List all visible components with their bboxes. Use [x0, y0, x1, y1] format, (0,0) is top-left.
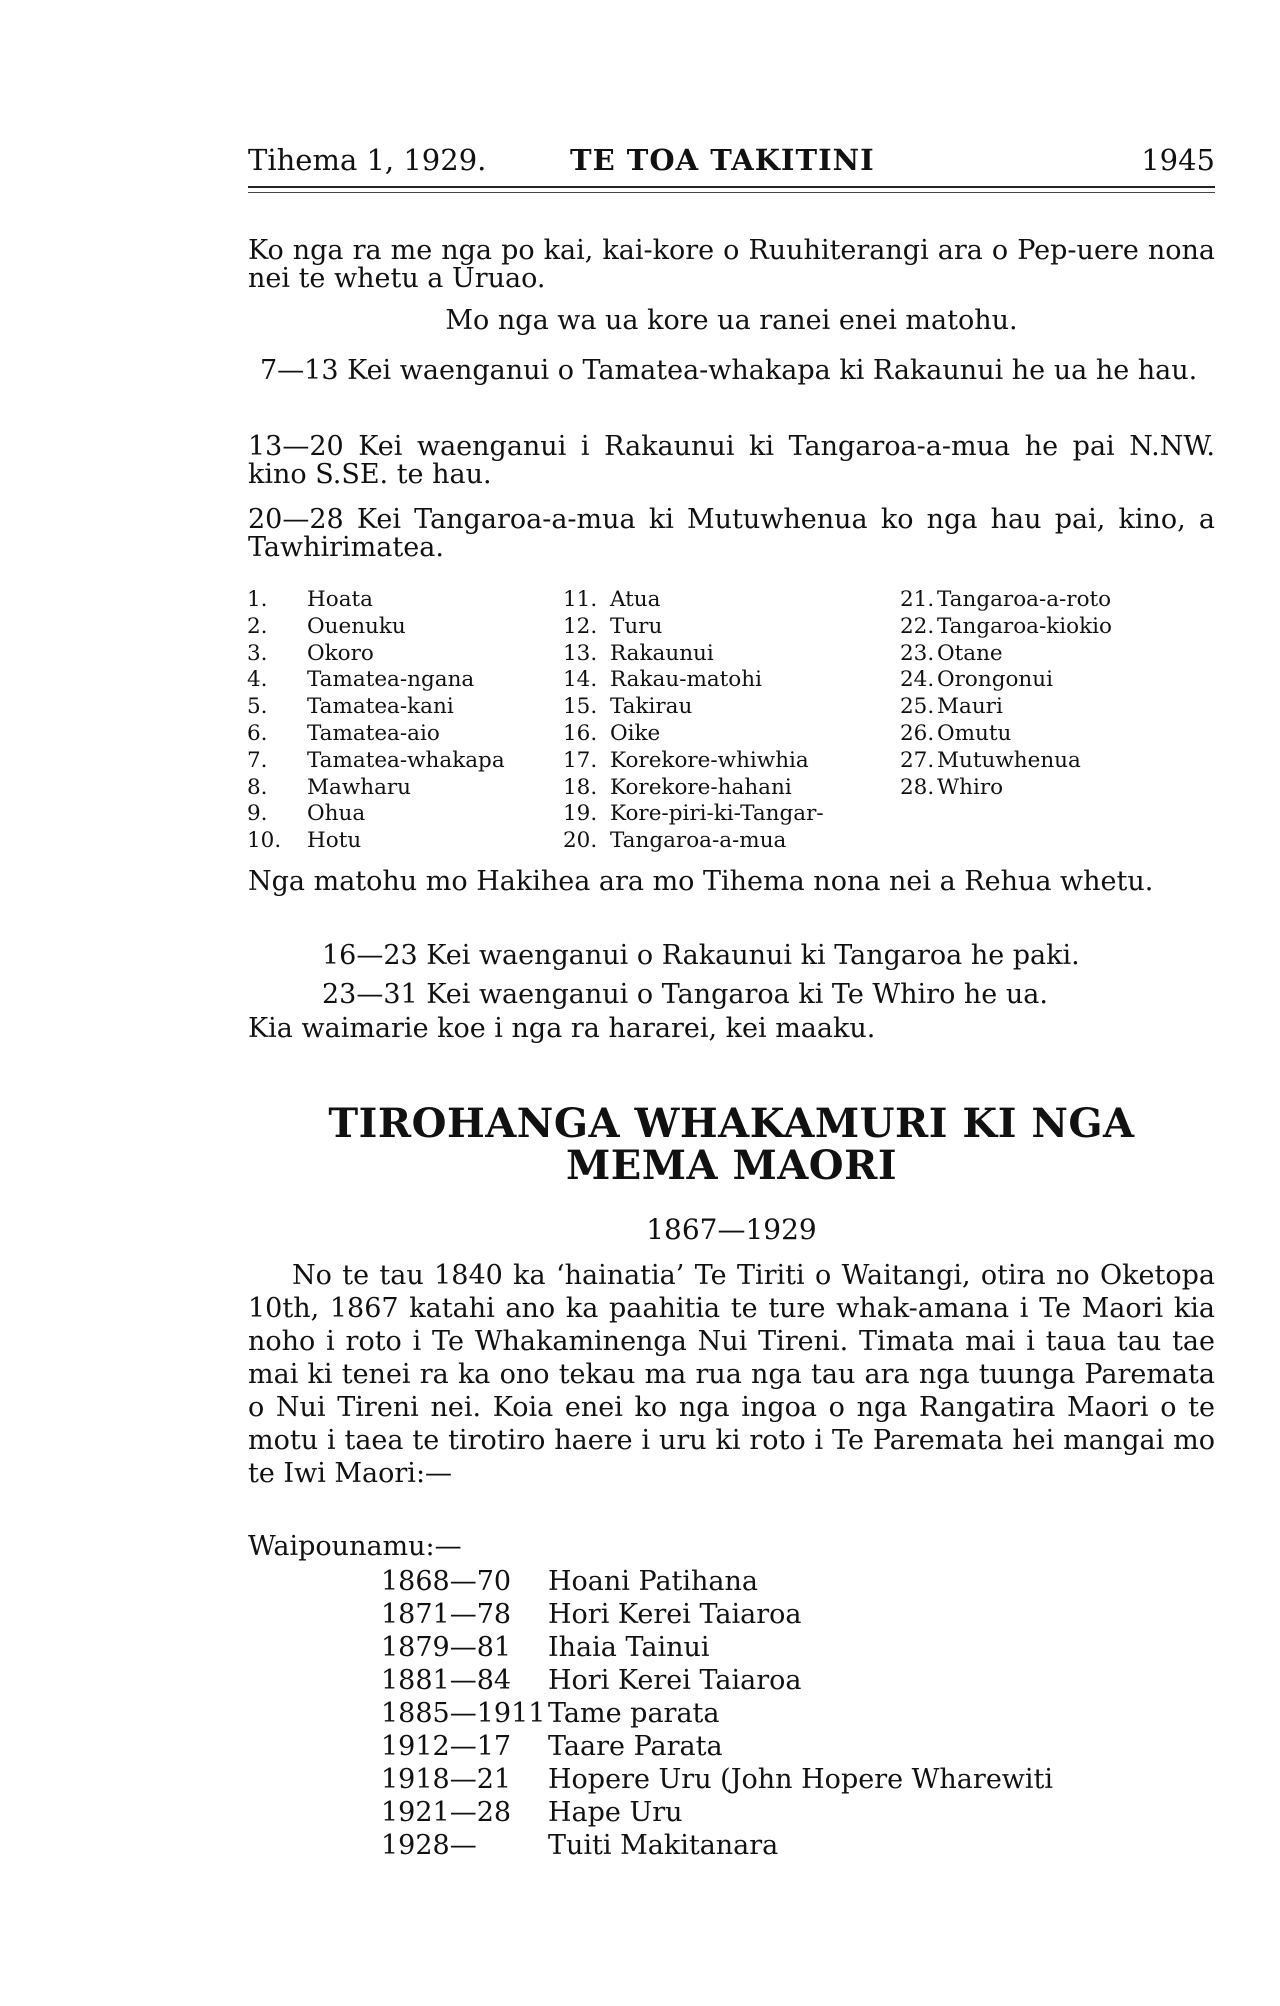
night-name: Tamatea-whakapa: [307, 747, 505, 773]
members-list: [381, 1566, 1215, 1863]
night-number: 28.: [900, 774, 935, 800]
night-number: 20.: [563, 828, 598, 854]
member-name: Hape Uru: [548, 1797, 683, 1828]
forecast-20-28: 20—28 Kei Tangaroa-a-mua ki Mutuwhenua ko nga hau pai, kino, a Tawhirimatea.: [248, 504, 1215, 563]
signs-23-31: 23—31 Kei waenganui o Tangaroa ki Te Whiro he ua.: [322, 979, 1048, 1010]
night-number: 18.: [563, 774, 598, 800]
member-name: Hoani Patihana: [548, 1566, 759, 1597]
night-name: Mauri: [937, 694, 1003, 720]
night-name: Okoro: [307, 640, 374, 666]
article-title: TIROHANGA WHAKAMURI KI NGA MEMA MAORI: [328, 1100, 1135, 1189]
night-number: 6.: [247, 720, 268, 746]
night-number: 21.: [900, 587, 935, 612]
night-number: 13.: [563, 640, 598, 666]
forecast-7-13: 7—13 Kei waenganui o Tamatea-whakapa ki Rakaunui he ua he hau.: [260, 355, 1198, 386]
night-name: Tamatea-aio: [307, 720, 440, 746]
night-name: Mutuwhenua: [937, 747, 1081, 773]
header-title: TE TOA TAKITINI: [570, 143, 875, 177]
night-name: Ohua: [307, 801, 366, 827]
night-number: 1.: [247, 587, 268, 612]
intro-paragraph: Ko nga ra me nga po kai, kai-kore o Ruuhiterangi ara o Pep-uere nona nei te whetu a Uruao.: [248, 235, 1215, 294]
night-number: 23.: [900, 640, 935, 666]
header-rule-thin: [248, 192, 1215, 193]
night-number: 14.: [563, 667, 598, 693]
member-list-item: [381, 1599, 1215, 1632]
member-years: 1871—78: [381, 1599, 512, 1630]
member-list-item: [381, 1632, 1215, 1665]
member-list-item: [381, 1764, 1215, 1797]
night-number: 11.: [563, 587, 598, 612]
header-date: Tihema 1, 1929.: [248, 143, 487, 177]
night-name: Orongonui: [937, 667, 1053, 693]
header-rule: [248, 186, 1215, 188]
member-name: Hori Kerei Taiaroa: [548, 1665, 802, 1696]
night-number: 17.: [563, 747, 598, 773]
member-years: 1921—28: [381, 1797, 512, 1828]
article-years: 1867—1929: [646, 1213, 817, 1246]
member-name: Hopere Uru (John Hopere Wharewiti: [548, 1764, 1054, 1795]
member-list-item: [381, 1731, 1215, 1764]
night-name: Omutu: [937, 720, 1012, 746]
member-years: 1879—81: [381, 1632, 512, 1663]
night-name: Rakau-matohi: [610, 667, 762, 693]
night-name: Whiro: [937, 774, 1004, 800]
night-number: 16.: [563, 720, 598, 746]
night-name: Korekore-hahani: [610, 774, 792, 800]
member-list-item: [381, 1797, 1215, 1830]
forecast-13-20: 13—20 Kei waenganui i Rakaunui ki Tangaroa-a-mua he pai N.NW. kino S.SE. te hau.: [248, 431, 1215, 490]
night-name: Otane: [937, 640, 1003, 666]
member-years: 1918—21: [381, 1764, 512, 1795]
member-name: Hori Kerei Taiaroa: [548, 1599, 802, 1630]
signs-closing: Kia waimarie koe i nga ra hararei, kei maaku.: [248, 1013, 876, 1044]
night-number: 24.: [900, 667, 935, 693]
intro-subheading: Mo nga wa ua kore ua ranei enei matohu.: [445, 305, 1018, 336]
night-name: Kore-piri-ki-Tangar-: [610, 801, 824, 827]
night-name: Tangaroa-a-roto: [937, 587, 1112, 612]
night-number: 12.: [563, 613, 598, 639]
night-name: Oike: [610, 720, 661, 746]
night-name: Tamatea-ngana: [307, 667, 475, 693]
signs-16-23: 16—23 Kei waenganui o Rakaunui ki Tangaroa he paki.: [322, 940, 1080, 971]
night-number: 7.: [247, 747, 268, 773]
night-name: Tangaroa-a-mua: [610, 828, 787, 854]
article-body: No te tau 1840 ka ‘hainatia’ Te Tiriti o Waitangi, otira no Oketopa 10th, 1867 katahi ano ka paahitia te ture whak-amana i Te Maori kia noho i roto i Te Whakaminenga Nui Tireni. Timata mai i taua tau tae mai ki tenei ra ka ono tekau ma rua nga tau ara nga tuunga Paremata o Nui Tireni nei. Koia enei ko nga ingoa o nga Rangatira Maori o te motu i taea te tirotiro haere i uru ki roto i Te Paremata hei mangai mo te Iwi Maori:—: [248, 1260, 1215, 1489]
night-name: Mawharu: [307, 774, 412, 800]
member-years: 1912—17: [381, 1731, 512, 1762]
member-years: 1928—: [381, 1830, 477, 1861]
night-name: Ouenuku: [307, 613, 406, 639]
member-list-item: [381, 1830, 1215, 1863]
night-number: 22.: [900, 613, 935, 639]
night-name: Turu: [610, 613, 663, 639]
member-list-item: [381, 1566, 1215, 1599]
member-name: Tame parata: [548, 1698, 720, 1729]
night-number: 26.: [900, 720, 935, 746]
night-name: Korekore-whiwhia: [610, 747, 809, 773]
night-name: Atua: [610, 587, 661, 612]
night-number: 8.: [247, 774, 268, 800]
night-number: 5.: [247, 694, 268, 720]
night-number: 27.: [900, 747, 935, 773]
night-number: 19.: [563, 801, 598, 827]
member-list-item: [381, 1665, 1215, 1698]
member-list-item: [381, 1698, 1215, 1731]
night-number: 10.: [247, 828, 282, 854]
member-name: Taare Parata: [548, 1731, 723, 1762]
night-name: Hoata: [307, 587, 373, 612]
page-number: 1945: [1141, 143, 1215, 177]
moon-nights-list: [247, 587, 1217, 857]
member-years: 1885—1911: [381, 1698, 546, 1729]
night-number: 25.: [900, 694, 935, 720]
night-number: 9.: [247, 801, 268, 827]
signs-paragraph: Nga matohu mo Hakihea ara mo Tihema nona nei a Rehua whetu.: [248, 866, 1154, 897]
night-number: 15.: [563, 694, 598, 720]
member-years: 1881—84: [381, 1665, 512, 1696]
running-header: [248, 143, 1215, 179]
night-name: Tamatea-kani: [307, 694, 454, 720]
night-number: 4.: [247, 667, 268, 693]
night-name: Takirau: [610, 694, 693, 720]
night-number: 2.: [247, 613, 268, 639]
night-name: Hotu: [307, 828, 362, 854]
night-name: Rakaunui: [610, 640, 714, 666]
region-heading: Waipounamu:—: [248, 1531, 462, 1562]
member-name: Tuiti Makitanara: [548, 1830, 779, 1861]
member-years: 1868—70: [381, 1566, 512, 1597]
night-name: Tangaroa-kiokio: [937, 613, 1112, 639]
night-number: 3.: [247, 640, 268, 666]
member-name: Ihaia Tainui: [548, 1632, 710, 1663]
